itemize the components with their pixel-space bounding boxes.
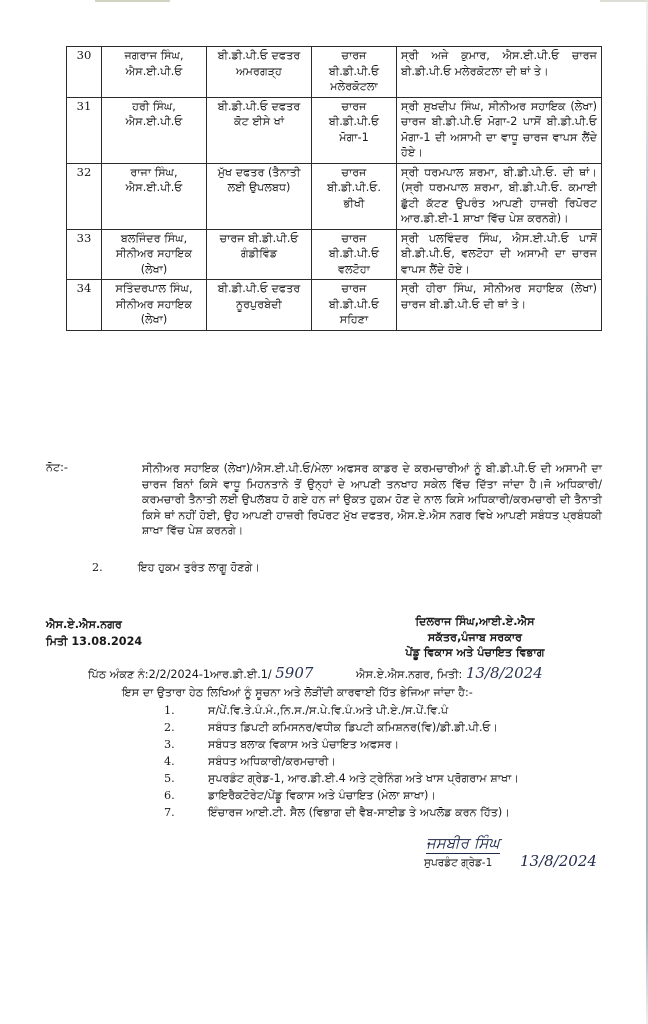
employee-name-cell: ਹਰੀ ਸਿੰਘ, ਐਸ.ਈ.ਪੀ.ਓ [102,97,207,163]
handwritten-date: 13/8/2024 [465,664,543,682]
place: ਐਸ.ਏ.ਐਸ.ਨਗਰ [46,618,122,631]
current-posting-cell: ਬੀ.ਡੀ.ਪੀ.ਓ ਦਫਤਰ ਨੂਰਪੁਰਬੇਦੀ [207,280,312,331]
serial-cell [67,280,102,331]
table-row [67,47,602,98]
list-item [164,702,519,719]
signoff-title: ਸੁਪਰਡੰਟ ਗ੍ਰੇਡ-1 [424,857,493,869]
serial-cell [67,163,102,229]
employee-name-cell: ਜਗਰਾਜ ਸਿੰਘ, ਐਸ.ਈ.ਪੀ.ਓ [102,47,207,98]
date-prefix: ਐਸ.ਏ.ਐਸ.ਨਗਰ, ਮਿਤੀ: [356,668,463,681]
paragraph-text: ਇਹ ਹੁਕਮ ਤੁਰੰਤ ਲਾਗੂ ਹੋਣਗੇ। [138,561,260,574]
signatory-designation: ਸਕੱਤਰ,ਪੰਜਾਬ ਸਰਕਾਰ [427,630,523,644]
serial-number: 31 [76,98,92,113]
endorsement-date [356,664,543,682]
serial-cell [67,229,102,280]
item-number: 4. [164,755,175,768]
endorsement-reference [88,664,313,682]
remarks-cell: ਸ੍ਰੀ ਸੁਖਦੀਪ ਸਿੰਘ, ਸੀਨੀਅਰ ਸਹਾਇਕ (ਲੇਖਾ) ਚਾਰਜ ਬੀ.ਡੀ.ਪੀ.ਓ ਮੋਗਾ-2 ਪਾਸੋਂ ਬੀ.ਡੀ.ਪੀ.ਓ ਮੋਗਾ-1 ਦੀ ਅਸਾਮੀ ਦਾ ਵਾਧੂ ਚਾਰਜ ਵਾਪਸ ਲੈਂਦੇ ਹੋਏ। [397,97,602,163]
list-item [164,770,519,787]
handwritten-reference-number: 5907 [275,664,314,682]
scan-smudge [95,0,170,2]
serial-cell [67,97,102,163]
copy-intro-text: ਇਸ ਦਾ ਉਤਾਰਾ ਹੇਠ ਲਿਖਿਆਂ ਨੂੰ ਸੂਚਨਾ ਅਤੇ ਲੋੜੀਂਦੀ ਕਾਰਵਾਈ ਹਿੱਤ ਭੇਜਿਆ ਜਾਂਦਾ ਹੈ:- [122,686,473,699]
remarks-cell: ਸ੍ਰੀ ਪਲਵਿੰਦਰ ਸਿੰਘ, ਐਸ.ਈ.ਪੀ.ਓ ਪਾਸੋਂ ਬੀ.ਡੀ.ਪੀ.ਓ, ਵਲਟੋਹਾ ਦੀ ਅਸਾਮੀ ਦਾ ਚਾਰਜ ਵਾਪਸ ਲੈਂਦੇ ਹੋਏ। [397,229,602,280]
item-number: 2. [164,721,175,734]
current-posting-cell: ਚਾਰਜ ਬੀ.ਡੀ.ਪੀ.ਓ ਗੰਡੀਵਿੰਡ [207,229,312,280]
item-number: 7. [164,806,175,819]
serial-cell [67,47,102,98]
place-date-block [46,616,142,650]
item-text: ਇੰਚਾਰਜ ਆਈ.ਟੀ. ਸੈਲ (ਵਿਭਾਗ ਦੀ ਵੈਬ-ਸਾਈਡ ਤੇ ਅਪਲੋਡ ਕਰਨ ਹਿੱਤ)। [208,806,510,819]
remarks-cell: ਸ੍ਰੀ ਧਰਮਪਾਲ ਸ਼ਰਮਾ, ਬੀ.ਡੀ.ਪੀ.ਓ. ਦੀ ਥਾਂ। (ਸ੍ਰੀ ਧਰਮਪਾਲ ਸ਼ਰਮਾ, ਬੀ.ਡੀ.ਪੀ.ਓ. ਕਮਾਈ ਛੁੱਟੀ ਕੱਟਣ ਉਪਰੰਤ ਆਪਣੀ ਹਾਜਰੀ ਰਿਪੋਰਟ ਆਰ.ਡੀ.ਈ-1 ਸ਼ਾਖਾ ਵਿੱਚ ਪੇਸ਼ ਕਰਨਗੇ)। [397,163,602,229]
item-text: ਸੁਪਰਡੰਟ ਗ੍ਰੇਡ-1, ਆਰ.ਡੀ.ਈ.4 ਅਤੇ ਟ੍ਰੇਨਿੰਗ ਅਤੇ ਖਾਸ ਪ੍ਰੋਗਰਾਮ ਸ਼ਾਖਾ। [208,772,519,785]
list-item [164,804,519,821]
transfer-orders-table [66,46,602,331]
serial-number: 32 [76,164,92,179]
issue-date: ਮਿਤੀ 13.08.2024 [46,635,143,648]
item-text: ਸਬੰਧਤ ਅਧਿਕਾਰੀ/ਕਰਮਚਾਰੀ। [208,755,336,768]
list-item [164,787,519,804]
note-label: ਨੋਟ:- [46,461,68,474]
new-posting-cell: ਚਾਰਜ ਬੀ.ਡੀ.ਪੀ.ਓ. ਭੀਖੀ [312,163,397,229]
note-text: ਸੀਨੀਅਰ ਸਹਾਇਕ (ਲੇਖਾ)/ਐਸ.ਈ.ਪੀ.ਓ/ਮੇਲਾ ਅਫਸਰ ਕਾਡਰ ਦੇ ਕਰਮਚਾਰੀਆਂ ਨੂੰ ਬੀ.ਡੀ.ਪੀ.ਓ ਦੀ ਅਸਾਮੀ ਦਾ ਚਾਰਜ ਬਿਨਾਂ ਕਿਸੇ ਵਾਧੂ ਮਿਹਨਤਾਨੇ ਤੋਂ ਉਨ੍ਹਾਂ ਦੇ ਆਪਣੀ ਤਨਖਾਹ ਸਕੇਲ ਵਿੱਚ ਦਿੱਤਾ ਜਾਂਦਾ ਹੈ।ਜੋ ਅਧਿਕਾਰੀ/ਕਰਮਚਾਰੀ ਤੈਨਾਤੀ ਲਈ ਉਪਲੱਬਧ ਹੋ ਗਏ ਹਨ ਜਾਂ ਉਕਤ ਹੁਕਮ ਹੋਣ ਦੇ ਨਾਲ ਕਿਸੇ ਅਧਿਕਾਰੀ/ਕਰਮਚਾਰੀ ਦੀ ਤੈਨਾਤੀ ਕਿਸੇ ਥਾਂ ਨਹੀਂ ਹੋਈ, ਉਹ ਆਪਣੀ ਹਾਜ਼ਰੀ ਰਿਪੋਰਟ ਮੁੱਖ ਦਫਤਰ, ਐਸ.ਏ.ਐਸ ਨਗਰ ਵਿਖੇ ਆਪਣੀ ਸਬੰਧਤ ਪ੍ਰਬੰਧਕੀ ਸ਼ਾਖਾ ਵਿੱਚ ਪੇਸ਼ ਕਰਨਗੇ। [142,462,602,537]
item-number: 1. [164,704,175,717]
new-posting-cell: ਚਾਰਜ ਬੀ.ਡੀ.ਪੀ.ਓ ਮੋਗਾ-1 [312,97,397,163]
list-item [164,753,519,770]
serial-number: 30 [76,48,92,62]
item-text: ਸਬੰਧਤ ਬਲਾਕ ਵਿਕਾਸ ਅਤੇ ਪੰਚਾਇਤ ਅਫਸਰ। [208,738,400,751]
table-row [67,97,602,163]
new-posting-cell: ਚਾਰਜ ਬੀ.ਡੀ.ਪੀ.ਓ ਵਲਟੋਹਾ [312,229,397,280]
item-text: ਸਬੰਧਤ ਡਿਪਟੀ ਕਮਿਸਨਰ/ਵਧੀਕ ਡਿਪਟੀ ਕਮਿਸ਼ਨਰ(ਵਿ)/ਡੀ.ਡੀ.ਪੀ.ਓ। [208,721,499,734]
paragraph-2 [92,561,260,575]
item-number: 6. [164,789,175,802]
recipients-list [164,702,519,821]
item-number: 3. [164,738,175,751]
signatory-name: ਦਿਲਰਾਜ ਸਿੰਘ,ਆਈ.ਏ.ਐਸ [415,615,535,628]
new-posting-cell: ਚਾਰਜ ਬੀ.ਡੀ.ਪੀ.ਓ ਮਲੇਰਕੋਟਲਾ [312,47,397,98]
serial-number: 34 [76,281,92,295]
serial-number: 33 [76,230,92,245]
employee-name-cell: ਰਾਜਾ ਸਿੰਘ, ਐਸ.ਈ.ਪੀ.ਓ [102,163,207,229]
remarks-cell: ਸ੍ਰੀ ਅਜੇ ਕੁਮਾਰ, ਐਸ.ਈ.ਪੀ.ਓ ਚਾਰਜ ਬੀ.ਡੀ.ਪੀ.ਓ ਮਲੇਰਕੋਟਲਾ ਦੀ ਥਾਂ ਤੇ। [397,47,602,98]
signoff-handwritten-date: 13/8/2024 [520,852,597,870]
new-posting-cell: ਚਾਰਜ ਬੀ.ਡੀ.ਪੀ.ਓ ਸਹਿਣਾ [312,280,397,331]
list-item [164,736,519,753]
signatory-block [360,614,590,661]
paragraph-number: 2. [92,561,103,574]
item-text: ਡਾਇਰੈਕਟੋਰੇਟ/ਪੇਂਡੂ ਵਿਕਾਸ ਅਤੇ ਪੰਚਾਇਤ (ਮੇਲਾ ਸ਼ਾਖਾ)। [208,789,436,802]
table-row [67,229,602,280]
reference-prefix: ਪਿੱਠ ਅੰਕਣ ਨੰ:2/2/2024-1ਆਰ.ਡੀ.ਈ.1/ [88,668,272,681]
current-posting-cell: ਮੁੱਖ ਦਫਤਰ (ਤੈਨਾਤੀ ਲਈ ਉਪਲਬਧ) [207,163,312,229]
employee-name-cell: ਬਲਜਿੰਦਰ ਸਿੰਘ, ਸੀਨੀਅਰ ਸਹਾਇਕ (ਲੇਖਾ) [102,229,207,280]
employee-name-cell: ਸਤਿੰਦਰਪਾਲ ਸਿੰਘ, ਸੀਨੀਅਰ ਸਹਾਇਕ (ਲੇਖਾ) [102,280,207,331]
table-row [67,163,602,229]
scan-smudge [600,0,648,2]
table-row [67,280,602,331]
current-posting-cell: ਬੀ.ਡੀ.ਪੀ.ਓ ਦਫਤਰ ਕੋਟ ਈਸੇ ਖਾਂ [207,97,312,163]
list-item [164,719,519,736]
current-posting-cell: ਬੀ.ਡੀ.ਪੀ.ਓ ਦਫਤਰ ਅਮਰਗੜ੍ਹ [207,47,312,98]
signatory-department: ਪੇਂਡੂ ਵਿਕਾਸ ਅਤੇ ਪੰਚਾਇਤ ਵਿਭਾਗ [405,646,545,659]
item-text: ਸ/ਪੇਂ.ਵਿ.ਤੇ.ਪੰ.ਮੰ.,ਨਿ.ਸ./ਸ.ਪੇ.ਵਿ.ਪੰ.ਅਤੇ ਪੀ.ਏ./ਸ.ਪੇਂ.ਵਿ.ਪੰ [208,704,449,717]
handwritten-signature: ਜਸਬੀਰ ਸਿੰਘ [426,834,500,852]
item-number: 5. [164,772,175,785]
remarks-cell: ਸ੍ਰੀ ਹੀਰਾ ਸਿੰਘ, ਸੀਨੀਅਰ ਸਹਾਇਕ (ਲੇਖਾ) ਚਾਰਜ ਬੀ.ਡੀ.ਪੀ.ਓ ਦੀ ਥਾਂ ਤੇ। [397,280,602,331]
